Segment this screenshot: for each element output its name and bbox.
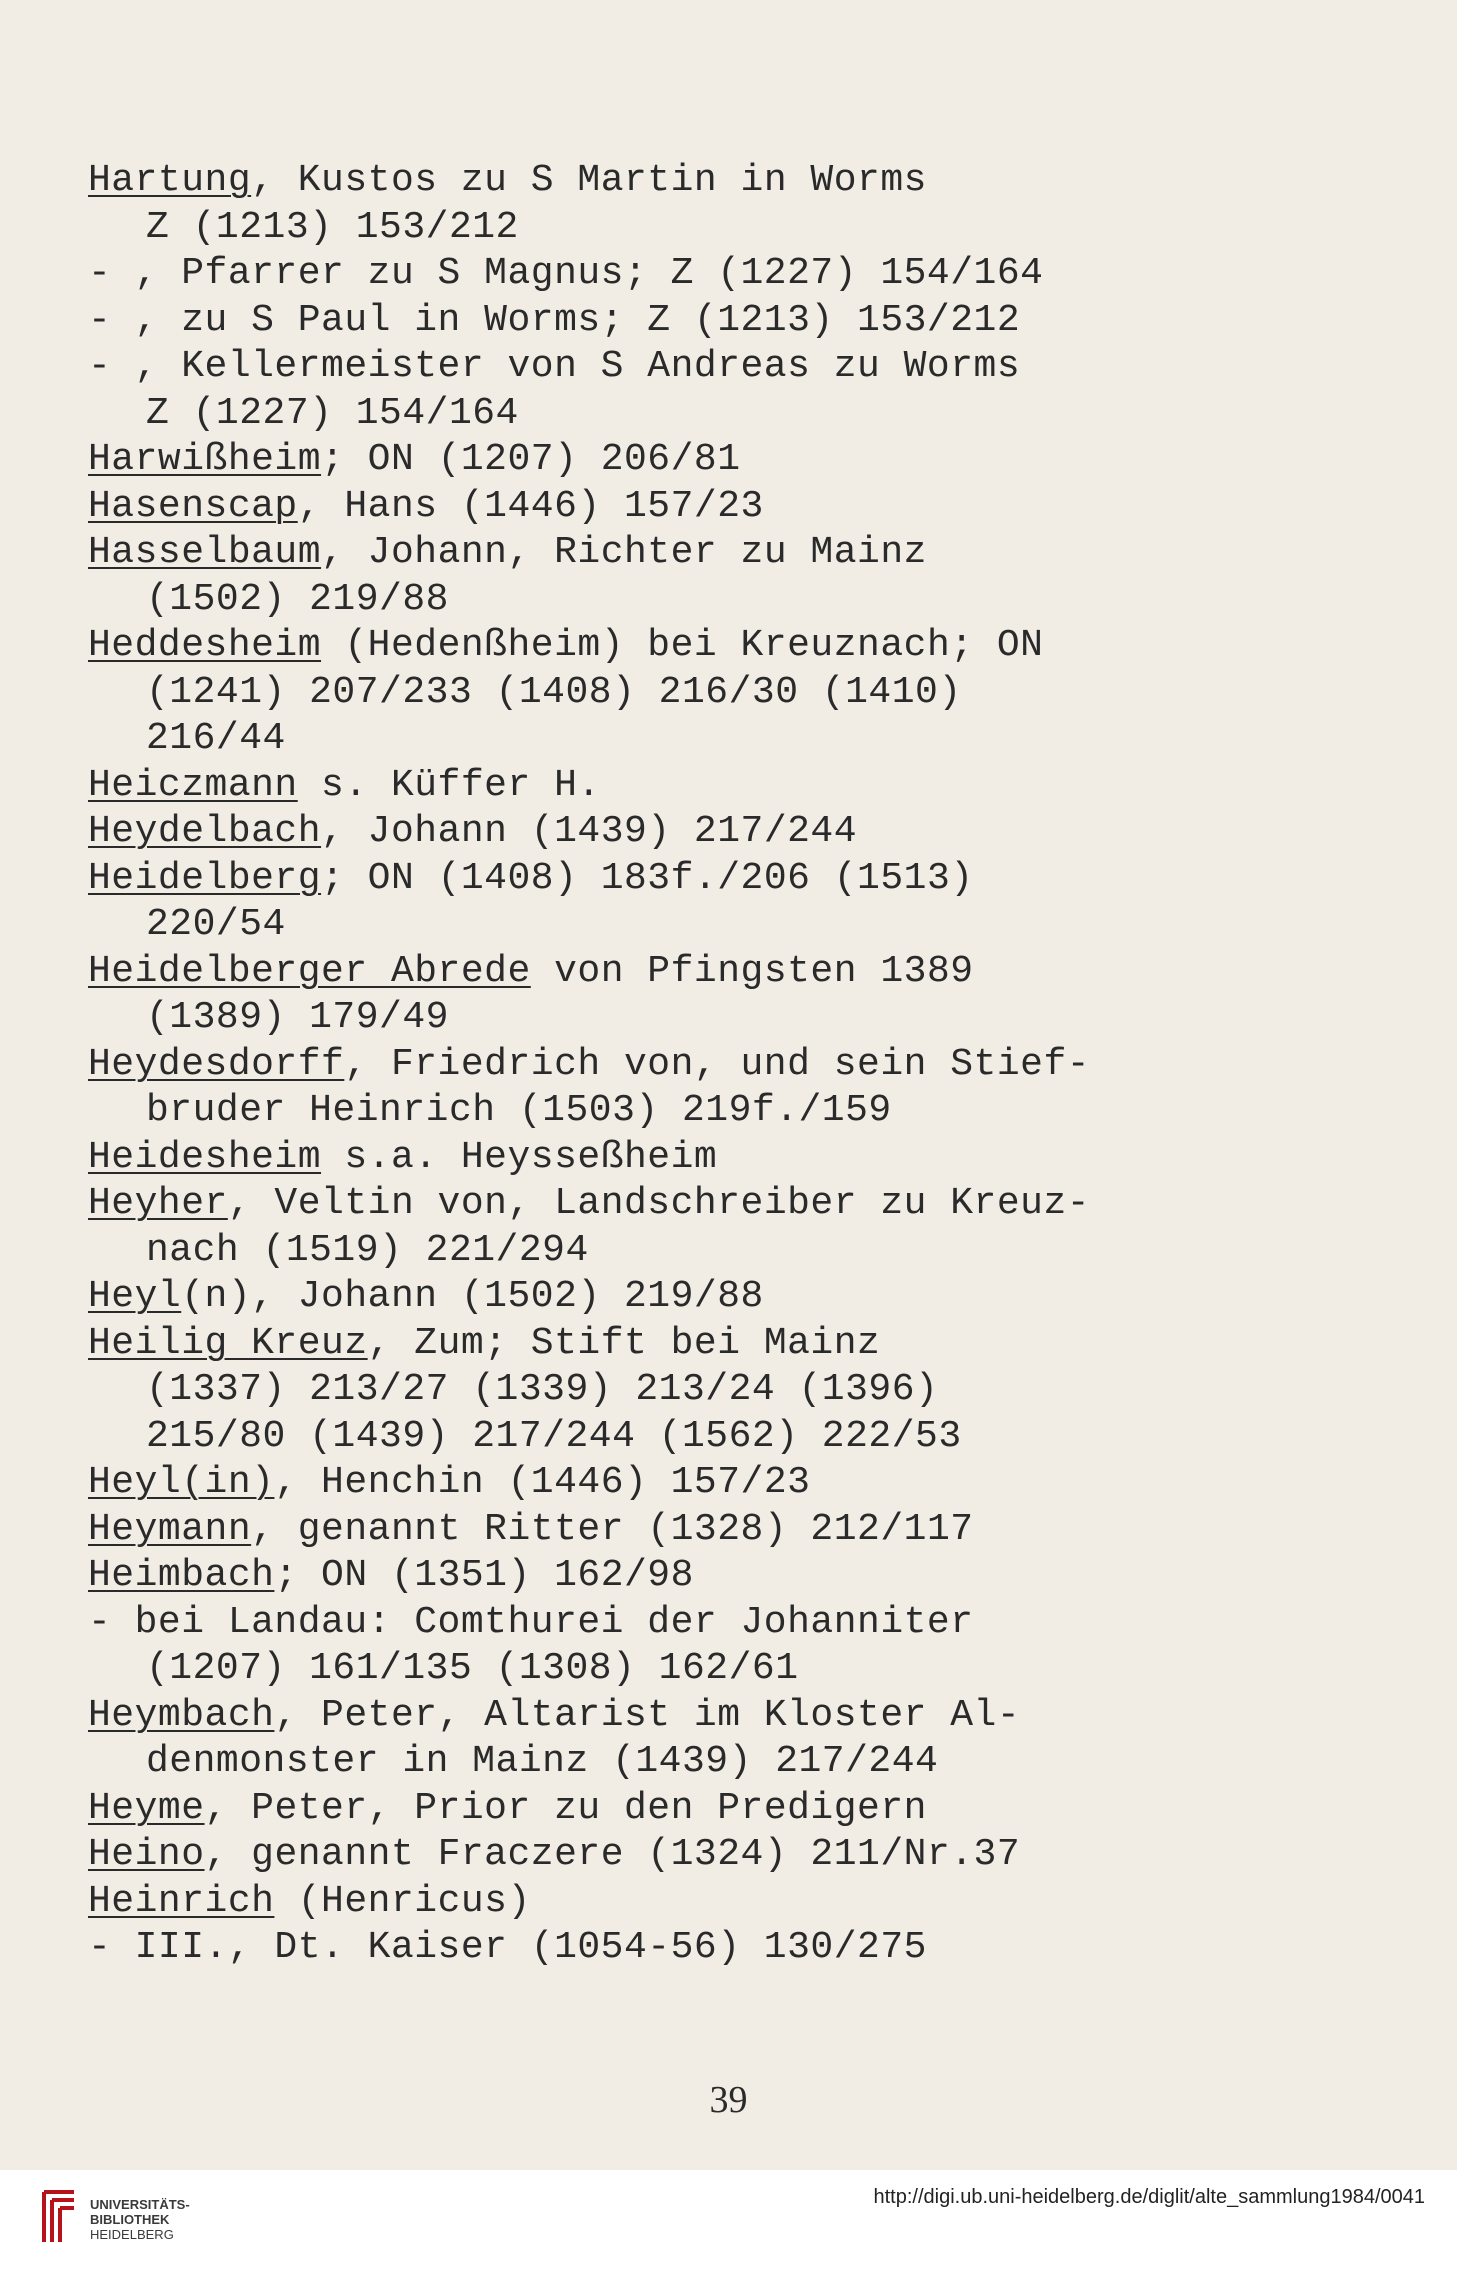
headword: Heymann <box>88 1507 252 1551</box>
index-line <box>88 530 1388 577</box>
index-line <box>88 1693 1388 1740</box>
entry-text: , Kustos zu S Martin in Worms <box>251 159 927 202</box>
entry-text: (1241) 207/233 (1408) 216/30 (1410) <box>146 670 962 714</box>
headword: Heidelberger Abrede <box>88 949 531 993</box>
index-line <box>88 763 1388 810</box>
entry-text: (1502) 219/88 <box>146 577 449 621</box>
entry-text: (1389) 179/49 <box>146 996 449 1039</box>
entry-text: s. Küffer H. <box>297 763 601 807</box>
entry-text: , Peter, Altarist im Kloster Al- <box>274 1693 1021 1737</box>
entry-text: , Friedrich von, und sein Stief- <box>344 1042 1091 1086</box>
entry-text: (1337) 213/27 (1339) 213/24 (1396) <box>146 1368 939 1411</box>
entry-text: (Henricus) <box>274 1879 531 1923</box>
headword: Heydelbach <box>88 810 322 853</box>
headword: Hartung <box>88 159 252 202</box>
entry-text: , Johann, Richter zu Mainz <box>321 531 927 574</box>
entry-text: 215/80 (1439) 217/244 (1562) 222/53 <box>146 1414 962 1458</box>
entry-text: , Veltin von, Landschreiber zu Kreuz- <box>227 1182 1091 1225</box>
entry-text: ; ON (1207) 206/81 <box>321 438 741 481</box>
entry-text: , Peter, Prior zu den Predigern <box>204 1786 927 1830</box>
library-name-line-2: BIBLIOTHEK <box>90 2212 170 2227</box>
entry-text: 220/54 <box>146 903 286 946</box>
library-name-line-1: UNIVERSITÄTS- <box>90 2197 190 2212</box>
headword: Heyl(in) <box>88 1461 275 1504</box>
page-number: 39 <box>709 2079 748 2121</box>
headword: Heyher <box>88 1182 228 1225</box>
index-line <box>88 1553 1388 1600</box>
headword: Heymbach <box>88 1693 275 1737</box>
index-line <box>88 1786 1388 1833</box>
entry-text: , genannt Ritter (1328) 212/117 <box>251 1507 974 1551</box>
library-name-line-3: HEIDELBERG <box>90 2227 174 2242</box>
entry-text: - , Pfarrer zu S Magnus; Z (1227) 154/164 <box>88 252 1044 295</box>
headword: Heinrich <box>88 1879 275 1923</box>
index-line <box>88 251 1388 298</box>
index-line <box>88 205 1388 252</box>
headword: Hasenscap <box>88 484 298 528</box>
headword: Heilig Kreuz <box>88 1321 368 1365</box>
entry-text: , Johann (1439) 217/244 <box>321 810 858 853</box>
entry-text: , Hans (1446) 157/23 <box>297 484 764 528</box>
entry-text: , genannt Fraczere (1324) 211/Nr.37 <box>204 1833 1021 1876</box>
index-line <box>88 1042 1388 1089</box>
index-line <box>88 158 1388 205</box>
index-line <box>88 995 1388 1042</box>
index-line <box>88 437 1388 484</box>
index-line <box>88 1088 1388 1135</box>
entry-text: Z (1213) 153/212 <box>146 205 519 249</box>
entry-text: ; ON (1408) 183f./206 (1513) <box>321 856 974 900</box>
index-line <box>88 1832 1388 1879</box>
entry-text: , Zum; Stift bei Mainz <box>367 1321 881 1365</box>
index-line <box>88 1274 1388 1321</box>
index-line <box>88 1646 1388 1693</box>
entry-text: s.a. Heysseßheim <box>321 1135 718 1179</box>
index-line <box>88 1925 1388 1972</box>
index-line <box>88 1600 1388 1647</box>
index-line <box>88 716 1388 763</box>
entry-text: Z (1227) 154/164 <box>146 391 519 435</box>
entry-text: ; ON (1351) 162/98 <box>274 1554 694 1597</box>
index-line <box>88 391 1388 438</box>
index-line <box>88 1135 1388 1182</box>
headword: Hasselbaum <box>88 531 322 574</box>
library-name <box>90 2197 190 2242</box>
headword: Heidelberg <box>88 856 322 900</box>
entry-text: - , zu S Paul in Worms; Z (1213) 153/212 <box>88 298 1021 342</box>
entry-text: - bei Landau: Comthurei der Johanniter <box>88 1600 974 1644</box>
headword: Heiczmann <box>88 763 298 807</box>
headword: Heidesheim <box>88 1135 322 1179</box>
entry-text: , Henchin (1446) 157/23 <box>274 1461 811 1504</box>
headword: Harwißheim <box>88 438 322 481</box>
index-line <box>88 1414 1388 1461</box>
index-line <box>88 344 1388 391</box>
index-line <box>88 623 1388 670</box>
index-line <box>88 1367 1388 1414</box>
library-logo-icon <box>36 2186 82 2248</box>
index-line <box>88 1228 1388 1275</box>
entry-text: (Hedenßheim) bei Kreuznach; ON <box>321 624 1044 667</box>
index-line <box>88 1181 1388 1228</box>
entry-text: denmonster in Mainz (1439) 217/244 <box>146 1740 939 1783</box>
index-line <box>88 298 1388 345</box>
index-line <box>88 1507 1388 1554</box>
index-line <box>88 577 1388 624</box>
headword: Heyl <box>88 1275 182 1318</box>
entry-text: von Pfingsten 1389 <box>530 949 974 993</box>
entry-text: bruder Heinrich (1503) 219f./159 <box>146 1089 892 1132</box>
index-line <box>88 809 1388 856</box>
index-line <box>88 1460 1388 1507</box>
entry-text: - III., Dt. Kaiser (1054-56) 130/275 <box>88 1926 927 1969</box>
index-line <box>88 670 1388 717</box>
entry-text: (1207) 161/135 (1308) 162/61 <box>146 1647 799 1690</box>
headword: Heyme <box>88 1786 205 1830</box>
headword: Heydesdorff <box>88 1042 345 1086</box>
headword: Heino <box>88 1833 205 1876</box>
index-line <box>88 949 1388 996</box>
index-line <box>88 1321 1388 1368</box>
index-line <box>88 484 1388 531</box>
index-line <box>88 1879 1388 1926</box>
headword: Heimbach <box>88 1554 275 1597</box>
index-line <box>88 856 1388 903</box>
entry-text: 216/44 <box>146 717 286 760</box>
entry-text: nach (1519) 221/294 <box>146 1228 589 1272</box>
entry-text: - , Kellermeister von S Andreas zu Worms <box>88 345 1021 388</box>
entry-text: (n), Johann (1502) 219/88 <box>181 1275 764 1318</box>
headword: Heddesheim <box>88 624 322 667</box>
index-entries <box>88 158 1388 1972</box>
index-line <box>88 902 1388 949</box>
source-url-link[interactable]: http://digi.ub.uni-heidelberg.de/diglit/alte_sammlung1984/0041 <box>873 2186 1425 2208</box>
index-line <box>88 1739 1388 1786</box>
